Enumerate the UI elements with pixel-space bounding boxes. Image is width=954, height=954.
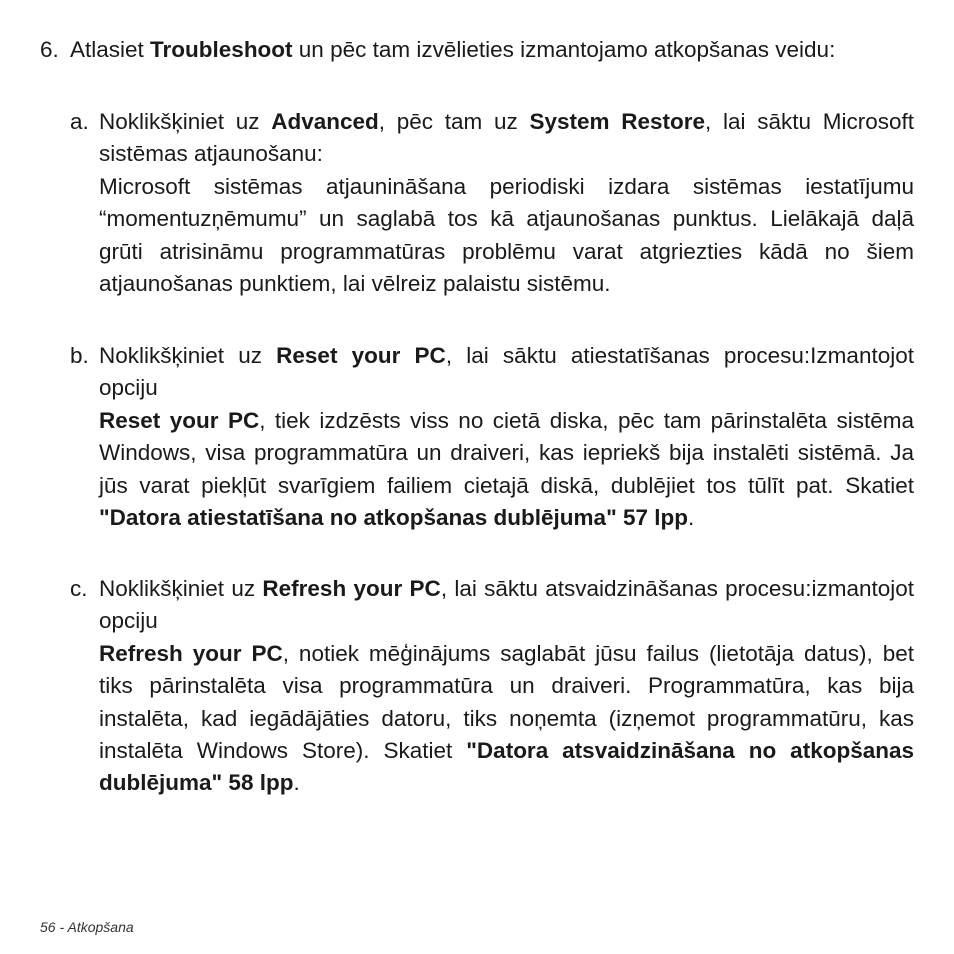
item-b-intro-pre: Noklikšķiniet uz: [99, 343, 277, 368]
item-b-body: [99, 340, 914, 534]
item-c-desc-text: , notiek mēģinājums saglabāt jūsu failus (lietotāja datus), bet tiks pārinstalēta visa programmatūra un draiveri. Programmatūra, kas bija instalēta, kad iegādājāties datoru, tiks noņemta (izņemot programmatūru, kas instalēta Windows Store). Skatiet: [99, 640, 914, 764]
item-c-intro-pre: Noklikšķiniet uz: [99, 576, 263, 601]
item-b-desc-text: , tiek izdzēsts viss no cietā diska, pēc tam pārinstalēta sistēma Windows, visa programmatūra un draiveri, kas iepriekš bija instalēti sistēmā. Ja jūs varat piekļūt svarīgiem failiem cietajā diskā, dublējiet tos tūlīt pat. Skatiet: [99, 407, 914, 498]
step-6-text: [70, 34, 914, 66]
item-b-reset-your-pc: Reset your PC: [276, 343, 446, 368]
item-b-end: .: [688, 505, 695, 531]
item-b-reference: "Datora atiestatīšana no atkopšanas dublējuma" 57 lpp: [99, 505, 688, 531]
item-a-intro-pre: Noklikšķiniet uz: [99, 109, 272, 134]
item-a-intro-mid: , pēc tam uz: [378, 109, 530, 134]
page-footer: 56 - Atkopšana: [40, 919, 134, 935]
item-b-desc-bold: Reset your PC: [99, 407, 260, 433]
item-c-desc-bold: Refresh your PC: [99, 640, 283, 666]
step-number: 6.: [40, 37, 59, 62]
item-a-body: [99, 106, 914, 300]
item-c-end: .: [293, 770, 300, 796]
item-a-system-restore: System Restore: [529, 109, 706, 134]
item-a-intro: [99, 106, 914, 171]
item-c: [70, 573, 914, 800]
item-c-intro-post: , lai sāktu atsvaidzināšanas procesu:izmantojot opciju: [99, 576, 914, 634]
item-a-description: Microsoft sistēmas atjaunināšana periodiski izdara sistēmas iestatījumu “momentuzņēmumu” un saglabā tos kā atjaunošanas punktus. Lielākajā daļā grūti atrisināmu programmatūras problēmu varat atgriezties kādā no šiem atjaunošanas punktiem, lai vēlreiz palaistu sistēmu.: [99, 173, 914, 297]
item-c-body: [99, 573, 914, 800]
step-6-troubleshoot: Troubleshoot: [150, 37, 293, 62]
item-b-intro-post: , lai sāktu atiestatīšanas procesu:Izmantojot opciju: [99, 343, 914, 401]
item-c-description: [99, 638, 914, 800]
item-c-letter: c.: [70, 576, 88, 601]
item-a-letter: a.: [70, 109, 89, 134]
step-6: [40, 34, 914, 66]
item-c-reference: "Datora atsvaidzināšana no atkopšanas dublējuma" 58 lpp: [99, 738, 914, 796]
item-a-advanced: Advanced: [271, 109, 379, 134]
item-b-description: [99, 405, 914, 535]
item-a-intro-post: , lai sāktu Microsoft sistēmas atjaunošanu:: [99, 109, 914, 167]
item-c-intro: [99, 573, 914, 638]
step-6-post: un pēc tam izvēlieties izmantojamo atkopšanas veidu:: [292, 37, 836, 62]
item-b: [70, 340, 914, 534]
item-b-intro: [99, 340, 914, 405]
item-b-letter: b.: [70, 343, 89, 368]
step-6-pre: Atlasiet: [70, 37, 151, 62]
item-c-refresh-your-pc: Refresh your PC: [262, 576, 441, 601]
item-a: [70, 106, 914, 300]
